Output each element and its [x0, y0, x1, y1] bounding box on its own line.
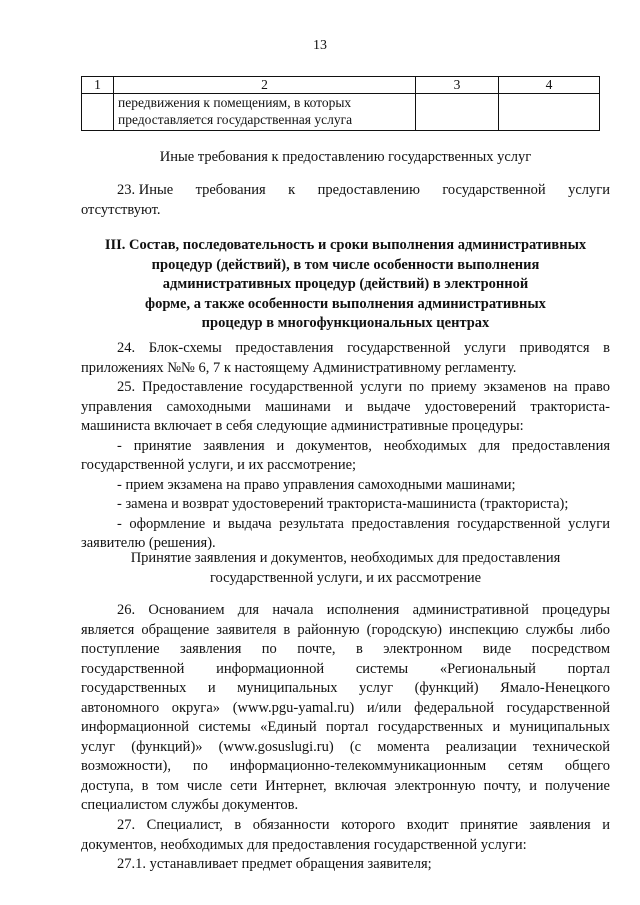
page-number: 13 — [313, 38, 327, 53]
paragraph-27 — [81, 816, 610, 875]
text-line: машиниста включает в себя следующие административные процедуры: — [81, 418, 524, 434]
section-heading-line: процедур в многофункциональных центрах — [201, 315, 490, 331]
section-heading-line: III. Состав, последовательность и сроки выполнения административных — [104, 237, 587, 253]
word: государственной — [442, 182, 546, 198]
list-item: - оформление и выдача результата предоставления государственной услуги — [117, 515, 610, 532]
table-header-cell: 4 — [499, 77, 600, 94]
text-line: 24. Блок-схемы предоставления государственной услуги приводятся в — [117, 340, 610, 356]
text-line: поступление заявления по почте, в электронном виде посредством — [81, 641, 610, 657]
list-item: - принятие заявления и документов, необходимых для предоставления — [117, 437, 610, 454]
paragraph-25 — [81, 378, 610, 554]
heading-line: Принятие заявления и документов, необходимых для предоставления — [130, 550, 561, 566]
list-item: - замена и возврат удостоверений тракториста-машиниста (тракториста); — [117, 496, 569, 512]
word: 23. Иные — [117, 182, 174, 198]
word: к — [288, 182, 296, 198]
table-cell-text: предоставляется государственная услуга — [118, 112, 353, 127]
paragraph-23-tail: отсутствуют. — [81, 201, 161, 218]
heading-line: государственной услуги, и их рассмотрение — [209, 569, 482, 586]
text-line: приложениях №№ 6, 7 к настоящему Административному регламенту. — [81, 359, 517, 376]
list-item-continuation: заявителю (решения). — [81, 535, 216, 551]
section-heading-line: административных процедур (действий) в электронной — [162, 276, 529, 292]
word: требования — [195, 182, 266, 198]
section-heading-line: процедур (действий), в том числе особенности выполнения — [151, 256, 540, 273]
paragraph-27-1: 27.1. устанавливает предмет обращения заявителя; — [117, 856, 432, 872]
section-heading-line: форме, а также особенности выполнения административных — [145, 295, 546, 312]
table-cell — [114, 94, 416, 131]
table-header-cell: 2 — [114, 77, 416, 94]
text-line: 27. Специалист, в обязанности которого входит принятие заявления и — [117, 817, 610, 833]
text-line: является обращение заявителя в районную (городскую) инспекцию службы либо — [81, 621, 610, 638]
paragraph-23 — [81, 181, 610, 220]
paragraph-24 — [81, 339, 610, 378]
table-cell — [499, 94, 600, 131]
table-cell — [82, 94, 114, 131]
table-header-row — [82, 77, 600, 94]
table-cell-text: передвижения к помещениям, в которых — [118, 95, 352, 110]
table-fragment — [81, 76, 600, 131]
heading-acceptance — [81, 549, 610, 588]
paragraph-23-line — [81, 181, 610, 201]
text-line: доступа, в том числе сети Интернет, включая электронную почту, и получение — [81, 777, 610, 794]
list-item-continuation: государственной услуги, и их рассмотрение; — [81, 457, 357, 473]
text-line: управления самоходными машинами и выдаче удостоверений тракториста- — [81, 398, 610, 415]
text-line: государственных и муниципальных услуг (функций) Ямало-Ненецкого — [81, 680, 610, 696]
table-header-cell: 3 — [416, 77, 499, 94]
text-line: специалистом службы документов. — [81, 797, 299, 813]
table-row — [82, 94, 600, 131]
text-line: документов, необходимых для предоставления государственной услуги: — [81, 836, 527, 853]
word: услуги — [568, 182, 610, 198]
text-line: государственной информационной системы «Региональный портал — [81, 660, 610, 677]
text-line: возможности), по информационно-телекоммуникационным сетям общего — [81, 758, 610, 774]
text-line: 26. Основанием для начала исполнения административной процедуры — [117, 602, 610, 618]
word: предоставлению — [317, 182, 420, 198]
table-header-cell: 1 — [82, 77, 114, 94]
text-line: 25. Предоставление государственной услуги по приему экзаменов на право — [117, 379, 610, 395]
list-item: - прием экзамена на право управления самоходными машинами; — [117, 476, 516, 493]
paragraph-26 — [81, 601, 610, 816]
section-3-heading — [81, 236, 610, 334]
heading-other-requirements: Иные требования к предоставлению государственных услуг — [159, 149, 532, 165]
table-cell — [416, 94, 499, 131]
text-line: автономного округа» (www.pgu-yamal.ru) и/или федеральной государственной — [81, 699, 610, 716]
text-line: услуг (функций)» (www.gosuslugi.ru) (с момента реализации технической — [81, 738, 610, 755]
text-line: информационной системы «Единый портал государственных и муниципальных — [81, 719, 610, 735]
